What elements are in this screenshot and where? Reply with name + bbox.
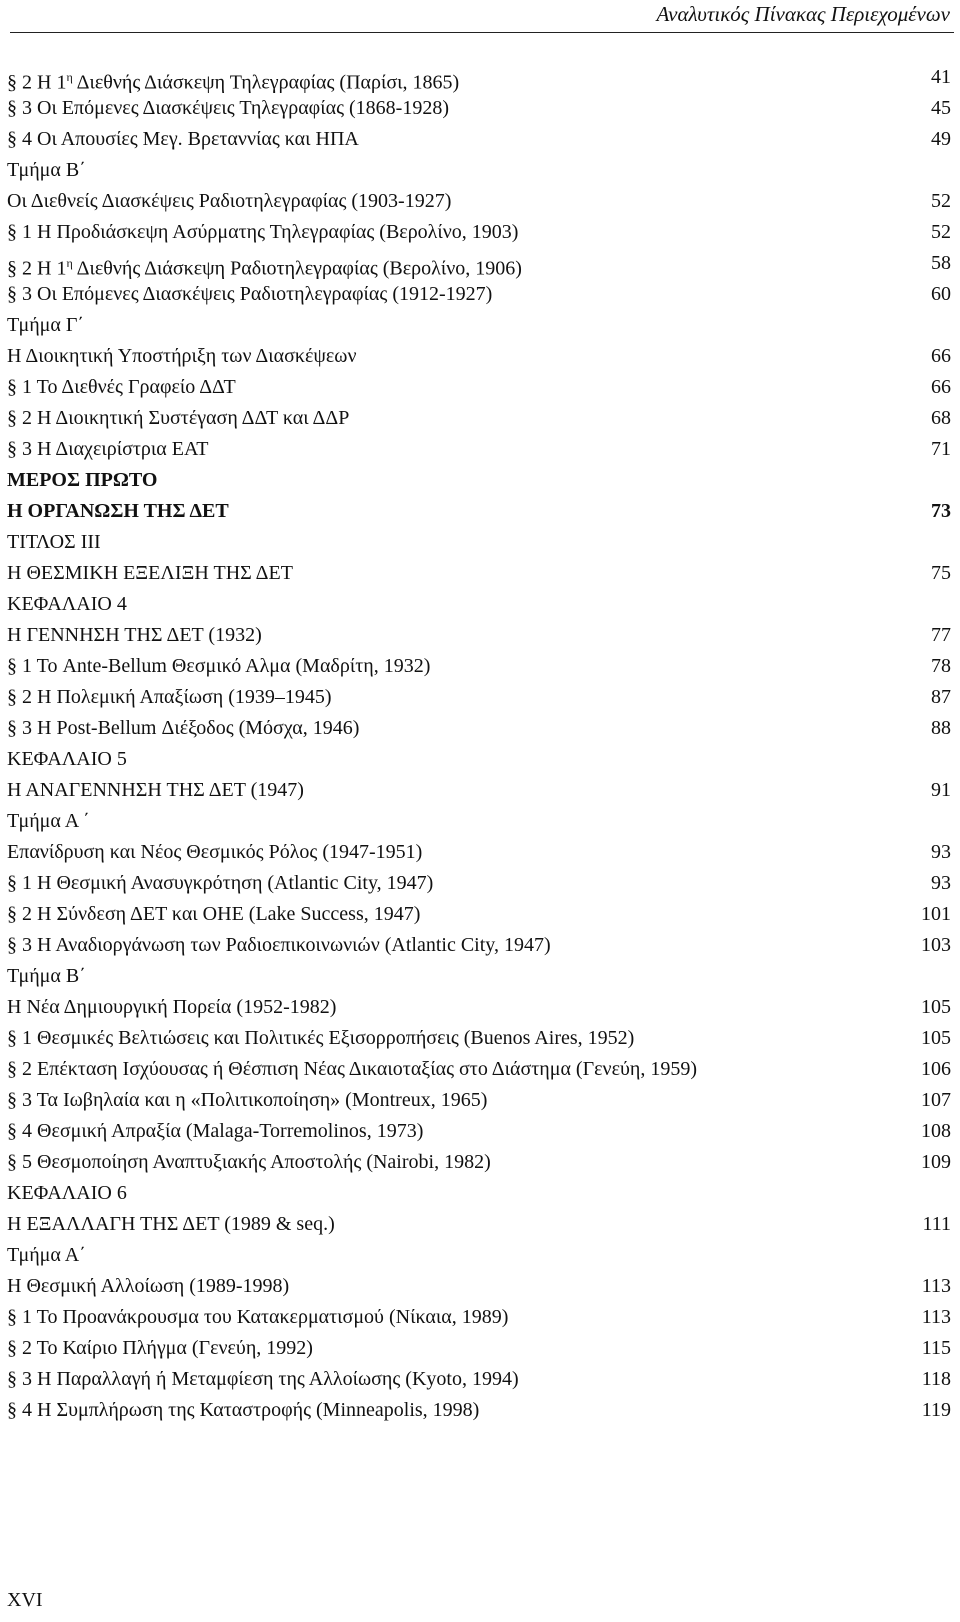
toc-entry-page: 118 (921, 1368, 951, 1390)
toc-entry (7, 496, 951, 527)
toc-entry-page: 78 (931, 655, 951, 677)
toc-entry (7, 930, 951, 961)
toc-entry-page: 113 (921, 1275, 951, 1297)
toc-entry (7, 558, 951, 589)
toc-entry (7, 837, 951, 868)
toc-entry-title: § 2 Η Πολεμική Απαξίωση (1939–1945) (7, 686, 332, 708)
toc-entry-page: 105 (921, 996, 951, 1018)
toc-entry-title: Η ΕΞΑΛΛΑΓΗ ΤΗΣ ΔΕΤ (1989 & seq.) (7, 1213, 335, 1235)
toc-entry-title: Επανίδρυση και Νέος Θεσμικός Ρόλος (1947-1951) (7, 841, 423, 863)
toc-entry (7, 1054, 951, 1085)
toc-entry-title: § 4 Οι Απουσίες Μεγ. Βρεταννίας και ΗΠΑ (7, 128, 359, 150)
toc-entry-page: 106 (921, 1058, 951, 1080)
toc-entry (7, 620, 951, 651)
toc-entry-title: ΚΕΦΑΛΑΙΟ 6 (7, 1182, 127, 1204)
toc-entry-page: 93 (931, 872, 951, 894)
toc-entry-title: Η ΑΝΑΓΕΝΝΗΣΗ ΤΗΣ ΔΕΤ (1947) (7, 779, 304, 801)
toc-entry-title: § 1 Η Προδιάσκεψη Ασύρματης Τηλεγραφίας (Βερολίνο, 1903) (7, 221, 519, 243)
toc-entry (7, 279, 951, 310)
toc-entry-page: 73 (931, 500, 951, 522)
toc-entry-page: 58 (931, 252, 951, 274)
toc-entry (7, 434, 951, 465)
toc-entry (7, 1271, 951, 1302)
toc-entry (7, 62, 951, 93)
toc-entry (7, 961, 951, 992)
toc-entry (7, 155, 951, 186)
toc-entry-title: ΜΕΡΟΣ ΠΡΩΤΟ (7, 469, 158, 491)
toc-entry-title: ΚΕΦΑΛΑΙΟ 4 (7, 593, 127, 615)
toc-entry-page: 60 (931, 283, 951, 305)
toc-entry-title: Η Θεσμική Αλλοίωση (1989-1998) (7, 1275, 290, 1297)
toc-entry-page: 41 (931, 66, 951, 88)
toc-entry-title: Τμήμα Β΄ (7, 965, 86, 987)
toc-entry (7, 1240, 951, 1271)
toc-entry-page: 52 (931, 190, 951, 212)
running-header: Αναλυτικός Πίνακας Περιεχομένων (656, 2, 950, 26)
toc-entry-page: 52 (931, 221, 951, 243)
toc-entry-title: § 1 Το Διεθνές Γραφείο ΔΔΤ (7, 376, 236, 398)
toc-entry (7, 682, 951, 713)
toc-entry (7, 372, 951, 403)
toc-entry (7, 651, 951, 682)
toc-entry (7, 775, 951, 806)
toc-entry (7, 248, 951, 279)
toc-entry-title: Τμήμα Α ΄ (7, 810, 90, 832)
toc-entry-page: 91 (931, 779, 951, 801)
toc-entry (7, 341, 951, 372)
toc-entry (7, 403, 951, 434)
toc-entry-page: 93 (931, 841, 951, 863)
toc-entry-page: 115 (921, 1337, 951, 1359)
toc-entry (7, 899, 951, 930)
toc-entry-title: ΤΙΤΛΟΣ ΙΙΙ (7, 531, 101, 553)
toc-entry-title: § 1 Το Προανάκρουσμα του Κατακερματισμού (Νίκαια, 1989) (7, 1306, 509, 1328)
toc-entry-title: § 3 Η Αναδιοργάνωση των Ραδιοεπικοινωνιών (Atlantic City, 1947) (7, 934, 551, 956)
toc-entry-page: 111 (922, 1213, 951, 1235)
toc-entry-page: 75 (931, 562, 951, 584)
toc-entry-title: § 1 Θεσμικές Βελτιώσεις και Πολιτικές Εξισορροπήσεις (Buenos Aires, 1952) (7, 1027, 635, 1049)
toc-entry-title: § 3 Η Post-Bellum Διέξοδος (Μόσχα, 1946) (7, 717, 360, 739)
toc-entry (7, 713, 951, 744)
toc-entry-title: § 3 Η Διαχειρίστρια ΕΑΤ (7, 438, 209, 460)
toc-entry-title: Τμήμα Α΄ (7, 1244, 86, 1266)
toc-entry-title: Η Νέα Δημιουργική Πορεία (1952-1982) (7, 996, 337, 1018)
toc-entry-title: ΚΕΦΑΛΑΙΟ 5 (7, 748, 127, 770)
toc-entry-page: 66 (931, 345, 951, 367)
toc-entry-page: 88 (931, 717, 951, 739)
toc-entry-title: § 4 Θεσμική Απραξία (Malaga-Torremolinos, 1973) (7, 1120, 424, 1142)
toc-entry-page: 113 (921, 1306, 951, 1328)
toc-entry-title: Τμήμα Β΄ (7, 159, 86, 181)
toc-entry-page: 101 (921, 903, 951, 925)
toc-entry-title: § 2 Η Διοικητική Συστέγαση ΔΔΤ και ΔΔΡ (7, 407, 350, 429)
toc-entry-page: 108 (921, 1120, 951, 1142)
toc-entry-title: Τμήμα Γ΄ (7, 314, 85, 336)
toc-entry-page: 87 (931, 686, 951, 708)
toc-entry-title: § 2 Η Σύνδεση ΔΕΤ και ΟΗΕ (Lake Success, 1947) (7, 903, 421, 925)
toc-entry (7, 1209, 951, 1240)
toc-entry (7, 124, 951, 155)
toc-entry-title: § 3 Η Παραλλαγή ή Μεταμφίεση της Αλλοίωσης (Kyoto, 1994) (7, 1368, 519, 1390)
toc-entry (7, 1333, 951, 1364)
toc-entry-title: § 1 Η Θεσμική Ανασυγκρότηση (Atlantic City, 1947) (7, 872, 434, 894)
toc-entry (7, 1085, 951, 1116)
toc-entry (7, 1023, 951, 1054)
toc-entry (7, 1364, 951, 1395)
toc-entry-title: § 1 Το Ante-Bellum Θεσμικό Αλμα (Μαδρίτη, 1932) (7, 655, 431, 677)
toc-entry-title: § 5 Θεσμοποίηση Αναπτυξιακής Αποστολής (Nairobi, 1982) (7, 1151, 491, 1173)
toc-entry-title: § 3 Οι Επόμενες Διασκέψεις Ραδιοτηλεγραφίας (1912-1927) (7, 283, 493, 305)
toc-entry (7, 992, 951, 1023)
toc-entry (7, 806, 951, 837)
toc-entry-page: 103 (921, 934, 951, 956)
toc-entry-page: 71 (931, 438, 951, 460)
toc-entry-page: 45 (931, 97, 951, 119)
toc-entry-title: § 2 Το Καίριο Πλήγμα (Γενεύη, 1992) (7, 1337, 313, 1359)
toc-entry-title: Οι Διεθνείς Διασκέψεις Ραδιοτηλεγραφίας (1903-1927) (7, 190, 452, 212)
toc-entry (7, 186, 951, 217)
toc-entry-title: § 4 Η Συμπλήρωση της Καταστροφής (Minneapolis, 1998) (7, 1399, 480, 1421)
toc-entry (7, 868, 951, 899)
ordinal-superscript: η (66, 256, 73, 270)
toc-entry-title: Η ΟΡΓΑΝΩΣΗ ΤΗΣ ΔΕΤ (7, 500, 229, 522)
toc-entry-title: § 2 Η $1^\eta$ Διεθνής Διάσκεψη Τηλεγραφίας (Παρίσι, 1865) (7, 70, 460, 94)
toc-entry (7, 589, 951, 620)
toc-entry-title: § 2 Επέκταση Ισχύουσας ή Θέσπιση Νέας Δικαιοταξίας στο Διάστημα (Γενεύη, 1959) (7, 1058, 697, 1080)
toc-entry-page: 107 (921, 1089, 951, 1111)
toc-entry-title: Η ΘΕΣΜΙΚΗ ΕΞΕΛΙΞΗ ΤΗΣ ΔΕΤ (7, 562, 293, 584)
toc-entry-title: § 3 Οι Επόμενες Διασκέψεις Τηλεγραφίας (1868-1928) (7, 97, 449, 119)
toc-entry (7, 1147, 951, 1178)
toc-entry (7, 1302, 951, 1333)
page-number: XVI (7, 1589, 43, 1611)
toc-entry-title: § 3 Τα Ιωβηλαία και η «Πολιτικοποίηση» (Montreux, 1965) (7, 1089, 488, 1111)
toc-entry-page: 66 (931, 376, 951, 398)
toc-entry-page: 68 (931, 407, 951, 429)
toc-entry (7, 527, 951, 558)
toc-entry-page: 49 (931, 128, 951, 150)
toc-entry (7, 310, 951, 341)
toc-entry (7, 1395, 951, 1426)
toc-entry (7, 93, 951, 124)
toc-entry (7, 217, 951, 248)
toc-entry (7, 465, 951, 496)
toc-entry-page: 77 (931, 624, 951, 646)
toc-entry-title: Η ΓΕΝΝΗΣΗ ΤΗΣ ΔΕΤ (1932) (7, 624, 262, 646)
table-of-contents (7, 62, 951, 1426)
toc-entry-page: 109 (921, 1151, 951, 1173)
ordinal-superscript: η (66, 70, 73, 84)
toc-entry-page: 119 (921, 1399, 951, 1421)
toc-entry-title: § 2 Η $1^\eta$ Διεθνής Διάσκεψη Ραδιοτηλεγραφίας (Βερολίνο, 1906) (7, 256, 522, 280)
header-rule (10, 32, 954, 33)
toc-entry (7, 1116, 951, 1147)
toc-entry-title: Η Διοικητική Υποστήριξη των Διασκέψεων (7, 345, 357, 367)
toc-entry (7, 1178, 951, 1209)
toc-entry-page: 105 (921, 1027, 951, 1049)
toc-entry (7, 744, 951, 775)
